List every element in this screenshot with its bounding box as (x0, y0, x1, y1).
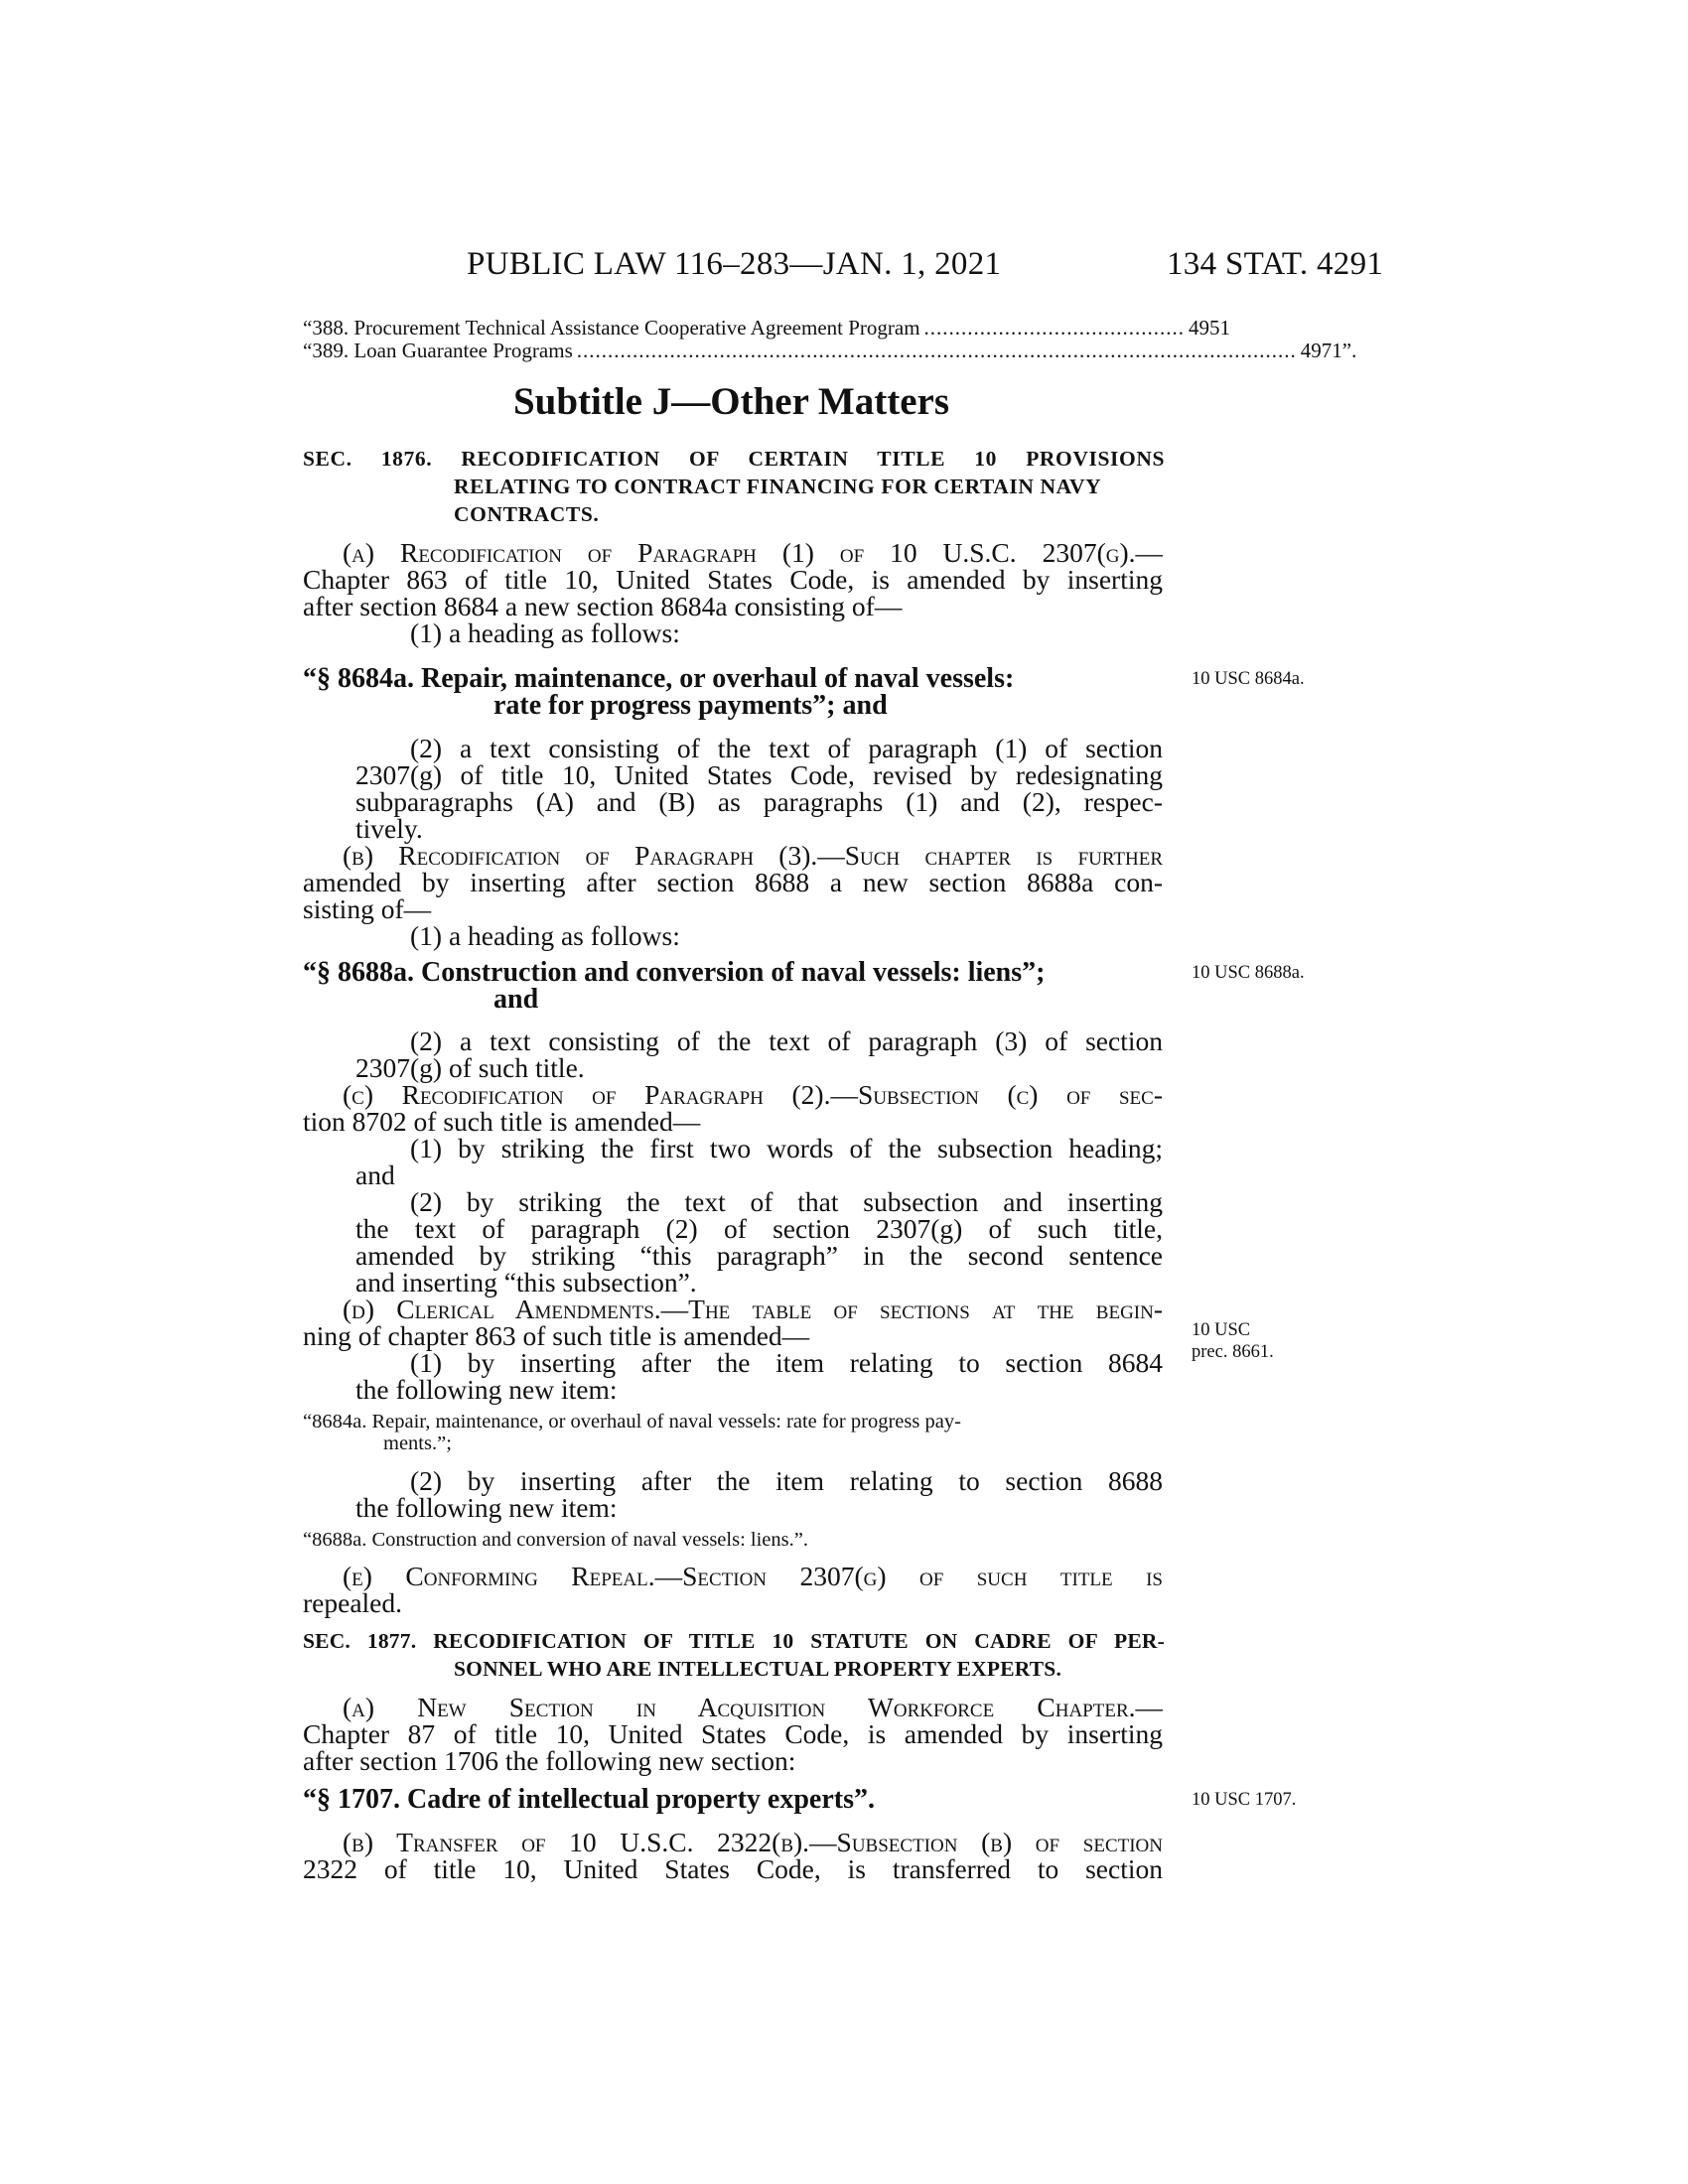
para-1876-e-line2: repealed. (303, 1587, 402, 1618)
new-section-heading-8688a-line2: and (493, 984, 539, 1015)
para-1876-d-text: (d) Clerical Amendments.—The table of sections at the begin- (343, 1294, 1163, 1324)
para-1877-b-line2: 2322 of title 10, United States Code, is transferred to section (303, 1853, 1163, 1884)
para-1876-d-line2: ning of chapter 863 of such title is amended— (303, 1320, 810, 1351)
para-1876-c1-line2: and (355, 1160, 395, 1190)
para-1877-b-text: (b) Transfer of 10 U.S.C. 2322(b).—Subsection (b) of section (343, 1827, 1163, 1857)
para-1876-b2-line1: (2) a text consisting of the text of paragraph (3) of section (410, 1025, 1163, 1056)
para-1876-c1-line1: (1) by striking the first two words of the subsection heading; (410, 1133, 1163, 1163)
table-item-8684a-line2: ments.”; (383, 1433, 452, 1454)
para-1876-c2-line3: amended by striking “this paragraph” in the second sentence (355, 1240, 1163, 1271)
para-1876-a-line2: Chapter 863 of title 10, United States Code, is amended by inserting (303, 564, 1163, 595)
para-1876-c-line2: tion 8702 of such title is amended— (303, 1106, 701, 1137)
margin-note-8684a: 10 USC 8684a. (1192, 669, 1305, 689)
toc-item-page: 4971”. (1300, 339, 1357, 362)
para-1877-a-line2: Chapter 87 of title 10, United States Code, is amended by inserting (303, 1718, 1163, 1749)
para-1876-b1: (1) a heading as follows: (410, 920, 680, 951)
para-1876-a1: (1) a heading as follows: (410, 617, 680, 648)
table-item-8688a: “8688a. Construction and conversion of naval vessels: liens.”. (303, 1529, 808, 1551)
para-1876-c2-line4: and inserting “this subsection”. (355, 1267, 697, 1297)
para-1876-c2-line1: (2) by striking the text of that subsection and inserting (410, 1186, 1163, 1217)
para-1876-a-text: (a) Recodification of Paragraph (1) of 10 U.S.C. 2307(g).— (343, 537, 1163, 568)
para-1876-e-text: (e) Conforming Repeal.—Section 2307(g) of such title is (343, 1561, 1163, 1591)
para-1876-b2-line2: 2307(g) of such title. (355, 1052, 585, 1083)
table-item-8684a-line1: “8684a. Repair, maintenance, or overhaul of naval vessels: rate for progress pay- (303, 1411, 961, 1433)
new-section-heading-1707: “§ 1707. Cadre of intellectual property experts”. (303, 1784, 875, 1815)
section-heading-1876-line1: SEC. 1876. RECODIFICATION OF CERTAIN TITLE 10 PROVISIONS (303, 447, 1165, 471)
para-1877-a-line3: after section 1706 the following new section: (303, 1745, 796, 1776)
margin-note-8688a: 10 USC 8688a. (1192, 963, 1305, 983)
toc-item (303, 339, 1357, 363)
para-1876-d1-line1: (1) by inserting after the item relating to section 8684 (410, 1347, 1163, 1378)
para-1876-a2-line4: tively. (355, 813, 423, 844)
para-1877-a-text: (a) New Section in Acquisition Workforce Chapter.— (343, 1692, 1163, 1722)
para-1876-b-text: (b) Recodification of Paragraph (3).—Such chapter is further (343, 840, 1163, 871)
subtitle-heading: Subtitle J—Other Matters (512, 380, 950, 423)
para-1876-a2-line2: 2307(g) of title 10, United States Code, revised by redesignating (355, 759, 1163, 790)
toc-item-leader: .......................................... (923, 316, 1186, 340)
section-heading-1877-line1: SEC. 1877. RECODIFICATION OF TITLE 10 STATUTE ON CADRE OF PER- (303, 1629, 1165, 1653)
new-section-heading-8684a-line2: rate for progress payments”; and (493, 690, 888, 721)
toc-item-title: “388. Procurement Technical Assistance Cooperative Agreement Program (303, 316, 920, 340)
para-1876-c-text: (c) Recodification of Paragraph (2).—Subsection (c) of sec- (343, 1079, 1163, 1110)
para-1876-b-line3: sisting of— (303, 893, 432, 924)
running-header-left: PUBLIC LAW 116–283—JAN. 1, 2021 (467, 246, 1002, 282)
running-header-right: 134 STAT. 4291 (1167, 246, 1384, 282)
toc-item-title: “389. Loan Guarantee Programs (303, 339, 573, 362)
toc-item-leader: .................................................................................................................... (576, 339, 1297, 362)
section-heading-1876-line3: CONTRACTS. (454, 502, 600, 526)
section-heading-1876-line2: RELATING TO CONTRACT FINANCING FOR CERTAIN NAVY (454, 475, 1102, 498)
para-1876-d2-line2: the following new item: (355, 1492, 618, 1523)
para-1876-d1-line2: the following new item: (355, 1374, 618, 1405)
para-1876-a2-line3: subparagraphs (A) and (B) as paragraphs (1) and (2), respec- (355, 786, 1163, 817)
new-section-heading-8688a-line1: “§ 8688a. Construction and conversion of naval vessels: liens”; (303, 957, 1046, 988)
margin-note-prec-line2: prec. 8661. (1192, 1342, 1274, 1362)
toc-item-page: 4951 (1189, 316, 1231, 340)
para-1876-d2-line1: (2) by inserting after the item relating to section 8688 (410, 1465, 1163, 1496)
para-1876-e-line1 (343, 1561, 1163, 1592)
para-1876-a-line3: after section 8684 a new section 8684a consisting of— (303, 591, 903, 621)
para-1876-b-line2: amended by inserting after section 8688 a new section 8688a con- (303, 867, 1163, 897)
section-heading-1877-line2: SONNEL WHO ARE INTELLECTUAL PROPERTY EXPERTS. (454, 1657, 1062, 1681)
para-1876-a2-line1: (2) a text consisting of the text of paragraph (1) of section (410, 733, 1163, 763)
new-section-heading-8684a-line1: “§ 8684a. Repair, maintenance, or overhaul of naval vessels: (303, 663, 1015, 694)
margin-note-prec-line1: 10 USC (1192, 1320, 1251, 1340)
toc-item (303, 316, 1231, 341)
para-1876-c2-line2: the text of paragraph (2) of section 2307(g) of such title, (355, 1213, 1163, 1244)
margin-note-1707: 10 USC 1707. (1192, 1790, 1297, 1810)
